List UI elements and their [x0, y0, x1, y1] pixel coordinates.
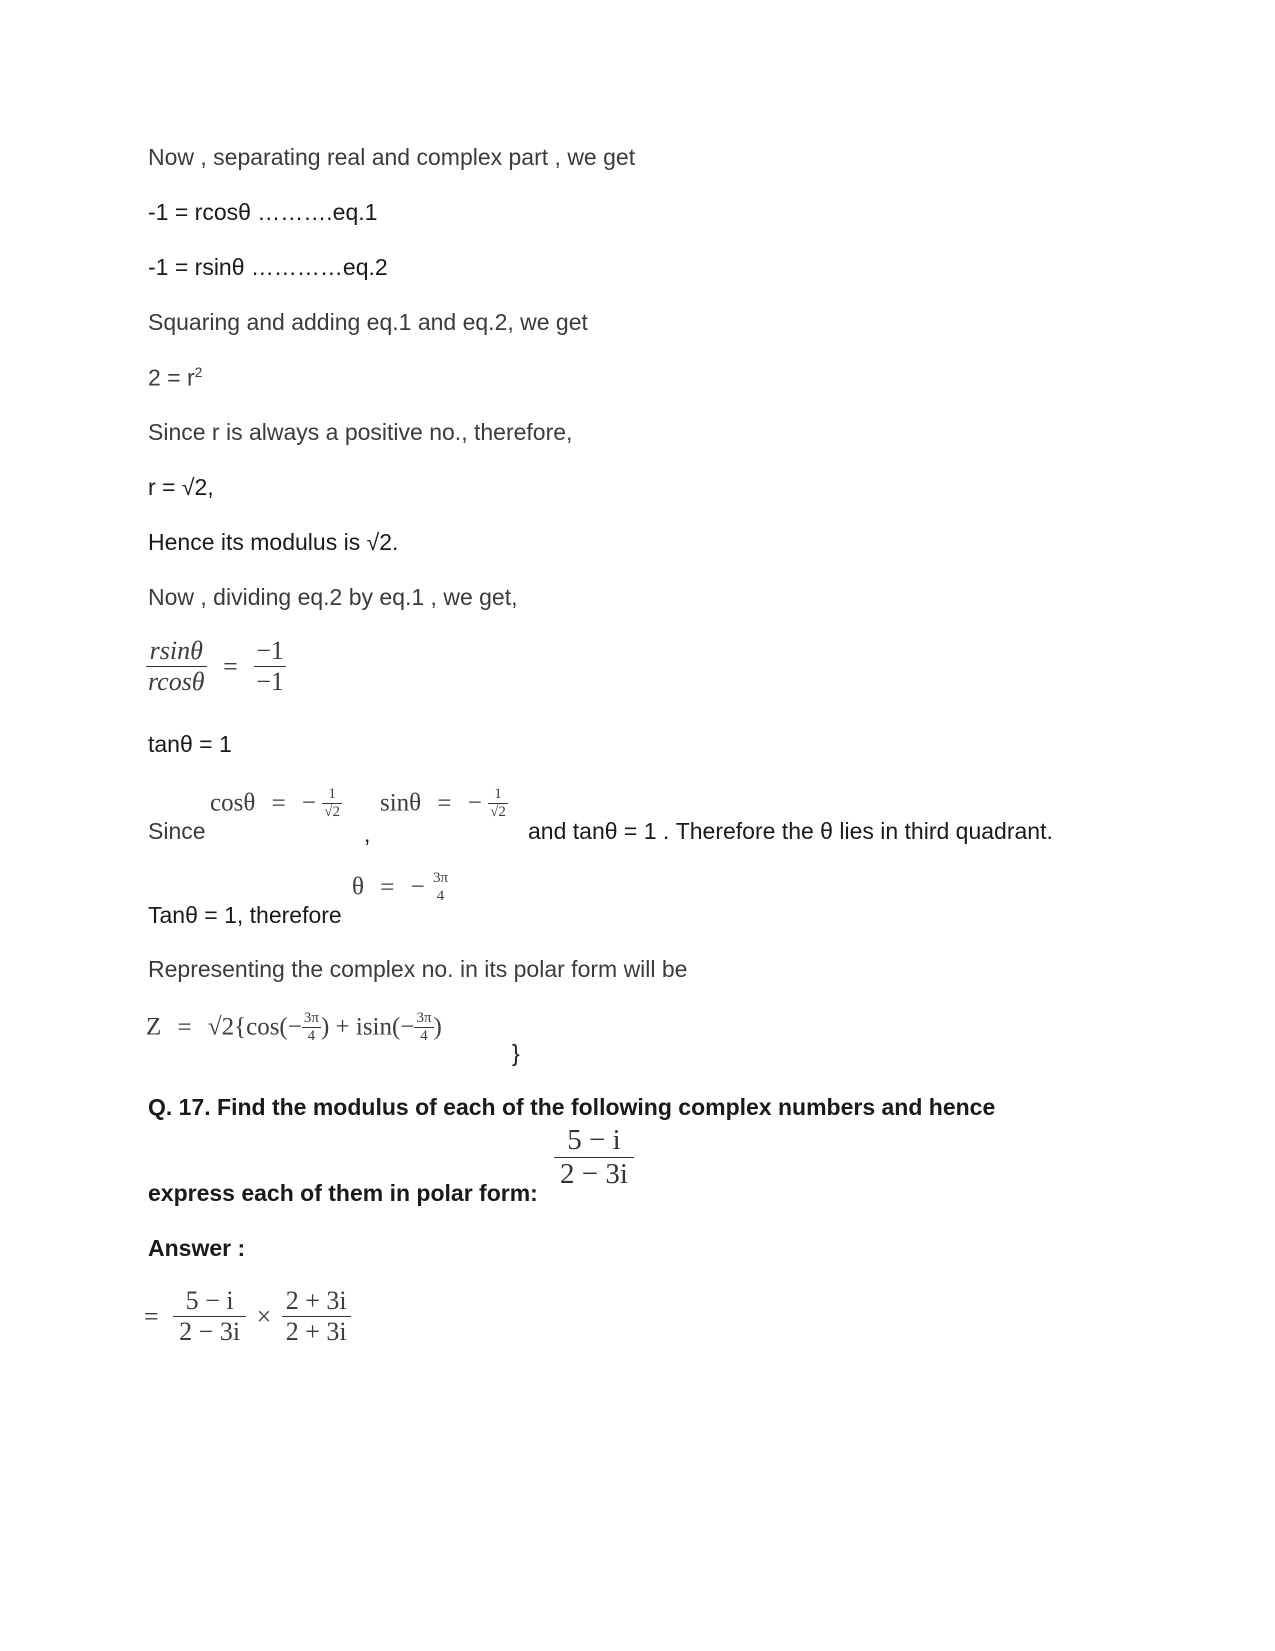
- sin-equation: [380, 786, 508, 821]
- equation-line-r: r = √2,: [148, 474, 214, 500]
- text-line-therefore: Tanθ = 1, therefore: [148, 902, 342, 928]
- polar-fraction-1: [302, 1010, 321, 1045]
- question-17-heading: Q. 17. Find the modulus of each of the following complex numbers and hence: [148, 1094, 996, 1120]
- answer-numerator-1: 5 − i: [185, 1286, 234, 1315]
- theta-numerator: 3π: [432, 870, 449, 886]
- text-line: Now , separating real and complex part , we get: [148, 144, 636, 170]
- cos-lhs: cosθ: [210, 789, 256, 817]
- polar-root-cos: √2{cos(−: [207, 1013, 302, 1041]
- comma: ,: [364, 821, 371, 847]
- cos-fraction: [322, 786, 342, 821]
- r-squared-base: 2 = r: [148, 364, 195, 391]
- sin-numerator: 1: [494, 786, 502, 802]
- cos-equation: [210, 786, 342, 821]
- minus-sign: −: [301, 789, 317, 817]
- answer-equation: [144, 1286, 351, 1347]
- ratio-equation: [146, 636, 286, 697]
- answer-denominator-1: 2 − 3i: [173, 1316, 246, 1347]
- q17-fraction: [554, 1124, 634, 1191]
- equals-sign: =: [177, 1013, 192, 1041]
- ratio-fraction-right: [254, 636, 286, 697]
- text-since: Since: [148, 818, 206, 844]
- theta-denominator: 4: [436, 888, 445, 904]
- answer-label: Answer :: [148, 1235, 246, 1261]
- equation-line-eq2: -1 = rsinθ …………eq.2: [148, 254, 388, 280]
- answer-denominator-2: 2 + 3i: [282, 1316, 351, 1347]
- equation-line-eq1: -1 = rcosθ ……….eq.1: [148, 199, 378, 225]
- theta-lhs: θ: [352, 873, 364, 901]
- equals-sign: =: [144, 1301, 159, 1331]
- polar-form-equation: [146, 1010, 442, 1045]
- text-line: Squaring and adding eq.1 and eq.2, we get: [148, 309, 588, 335]
- equals-sign: =: [437, 789, 452, 817]
- sin-lhs: sinθ: [380, 789, 422, 817]
- text-line: Now , dividing eq.2 by eq.1 , we get,: [148, 584, 518, 610]
- ratio-numerator: rsinθ: [149, 636, 203, 665]
- polar-z: Z: [146, 1013, 162, 1041]
- text-line: Representing the complex no. in its polar form will be: [148, 956, 688, 982]
- cos-denominator: √2: [324, 804, 341, 820]
- cos-numerator: 1: [328, 786, 336, 802]
- polar-denominator-1: 4: [302, 1027, 321, 1045]
- ratio-denominator: rcosθ: [148, 667, 205, 696]
- equals-sign: =: [380, 873, 395, 901]
- text-line-quadrant: and tanθ = 1 . Therefore the θ lies in third quadrant.: [528, 818, 1053, 844]
- ratio-fraction-left: [146, 636, 207, 697]
- polar-isin: ) + isin(−: [320, 1013, 415, 1041]
- text-line: Since r is always a positive no., therefore,: [148, 419, 573, 445]
- question-17-fraction: [554, 1124, 634, 1191]
- equals-sign: =: [271, 789, 286, 817]
- sin-fraction: [488, 786, 508, 821]
- q17-denominator: 2 − 3i: [554, 1157, 634, 1191]
- ratio-right-numerator: −1: [256, 636, 284, 665]
- equation-line-r-squared: [148, 365, 202, 390]
- equals-sign: =: [223, 651, 238, 681]
- polar-fraction-2: [414, 1010, 433, 1045]
- equation-line-tan: tanθ = 1: [148, 731, 232, 757]
- sin-denominator: √2: [490, 804, 506, 820]
- answer-fraction-2: [282, 1286, 351, 1347]
- text-line-modulus: Hence its modulus is √2.: [148, 529, 399, 555]
- times-sign: ×: [256, 1301, 272, 1331]
- r-squared-exponent: 2: [194, 364, 203, 380]
- polar-close-brace: }: [512, 1040, 520, 1066]
- answer-numerator-2: 2 + 3i: [285, 1286, 347, 1315]
- polar-denominator-2: 4: [414, 1027, 433, 1045]
- polar-numerator-2: 3π: [416, 1010, 432, 1026]
- q17-numerator: 5 − i: [567, 1124, 621, 1156]
- polar-close-paren: ): [433, 1013, 442, 1041]
- answer-fraction-1: [173, 1286, 246, 1347]
- theta-equation: [352, 870, 450, 905]
- polar-numerator-1: 3π: [303, 1010, 319, 1026]
- minus-sign: −: [467, 789, 482, 817]
- question-17-prompt: express each of them in polar form:: [148, 1180, 538, 1206]
- minus-sign: −: [410, 873, 425, 901]
- ratio-right-denominator: −1: [256, 667, 284, 696]
- theta-fraction: [431, 870, 450, 905]
